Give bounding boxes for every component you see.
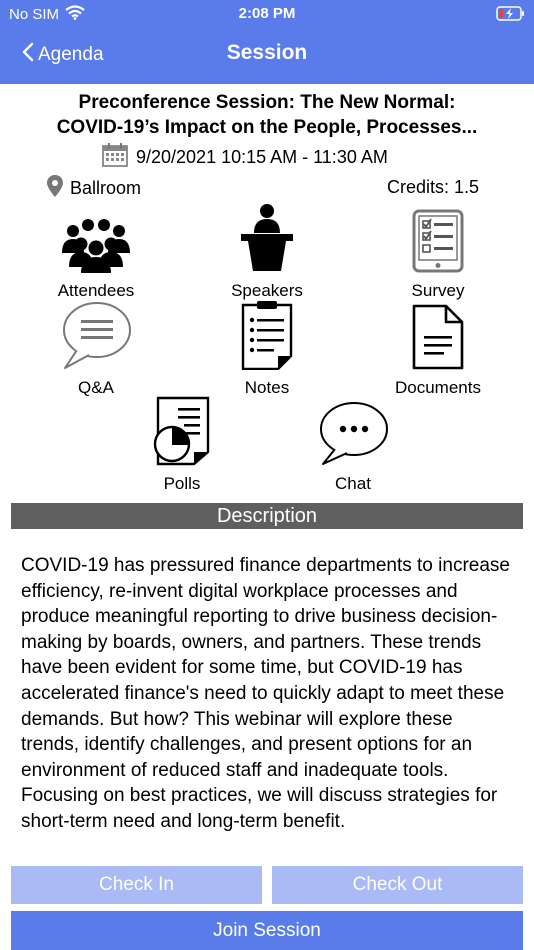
back-button[interactable] xyxy=(22,42,104,68)
map-pin-icon xyxy=(46,174,64,203)
speech-bubble-icon xyxy=(59,300,133,375)
chevron-left-icon xyxy=(22,42,34,68)
join-session-button[interactable]: Join Session xyxy=(11,911,523,950)
tile-qa[interactable] xyxy=(26,305,166,398)
clipboard-notes-icon xyxy=(240,300,294,375)
tile-label-attendees: Attendees xyxy=(57,281,135,300)
carrier-label: No SIM xyxy=(9,6,60,23)
tile-label-polls: Polls xyxy=(163,474,201,493)
chat-bubble-icon xyxy=(317,400,389,471)
session-location xyxy=(46,174,141,203)
poll-chart-icon xyxy=(152,396,212,471)
document-icon xyxy=(412,304,464,375)
description-header: Description xyxy=(11,503,523,529)
calendar-icon xyxy=(102,143,128,172)
tile-polls[interactable] xyxy=(112,401,252,494)
session-title-line2: COVID-19’s Impact on the People, Processes... xyxy=(56,117,478,138)
podium-speaker-icon xyxy=(239,203,295,278)
status-bar xyxy=(0,0,534,28)
session-title-line1: Preconference Session: The New Normal: xyxy=(78,92,456,113)
tile-label-survey: Survey xyxy=(411,281,465,300)
tile-attendees[interactable] xyxy=(26,208,166,301)
tile-speakers[interactable] xyxy=(197,208,337,301)
tablet-checklist-icon xyxy=(412,209,464,278)
page-title: Session xyxy=(226,41,308,64)
people-group-icon xyxy=(59,217,133,278)
session-title xyxy=(10,90,524,140)
check-out-button[interactable]: Check Out xyxy=(272,866,523,904)
battery-icon xyxy=(496,6,526,25)
tile-label-chat: Chat xyxy=(335,474,371,493)
tile-label-speakers: Speakers xyxy=(231,281,303,300)
tile-survey[interactable] xyxy=(368,208,508,301)
description-text[interactable]: COVID-19 has pressured finance departments to increase efficiency, re-invent digital workplace processes and produce meaningful reporting to drive business decision-making by boards, owners, and partners. These trends have been evident for some time, but COVID-19 has accelerated finance's need to quickly adapt to meet these demands. But how? This webinar will explore these trends, identify challenges, and present options for an environment of reduced staff and inadequate tools. Focusing on best practices, we will discuss strategies for short-term need and long-term benefit. xyxy=(21,555,510,832)
nav-bar xyxy=(0,28,534,84)
tile-label-documents: Documents xyxy=(395,378,481,397)
tile-chat[interactable] xyxy=(283,401,423,494)
tile-label-qa: Q&A xyxy=(78,378,114,397)
status-time: 2:08 PM xyxy=(238,5,296,22)
tile-label-notes: Notes xyxy=(244,378,290,397)
tile-notes[interactable] xyxy=(197,305,337,398)
location-text: Ballroom xyxy=(70,178,142,198)
credits-label: Credits: 1.5 xyxy=(386,177,479,197)
session-datetime xyxy=(102,143,388,172)
check-in-button[interactable]: Check In xyxy=(11,866,262,904)
back-label: Agenda xyxy=(38,44,104,65)
tile-documents[interactable] xyxy=(368,305,508,398)
datetime-text: 9/20/2021 10:15 AM - 11:30 AM xyxy=(136,147,388,167)
